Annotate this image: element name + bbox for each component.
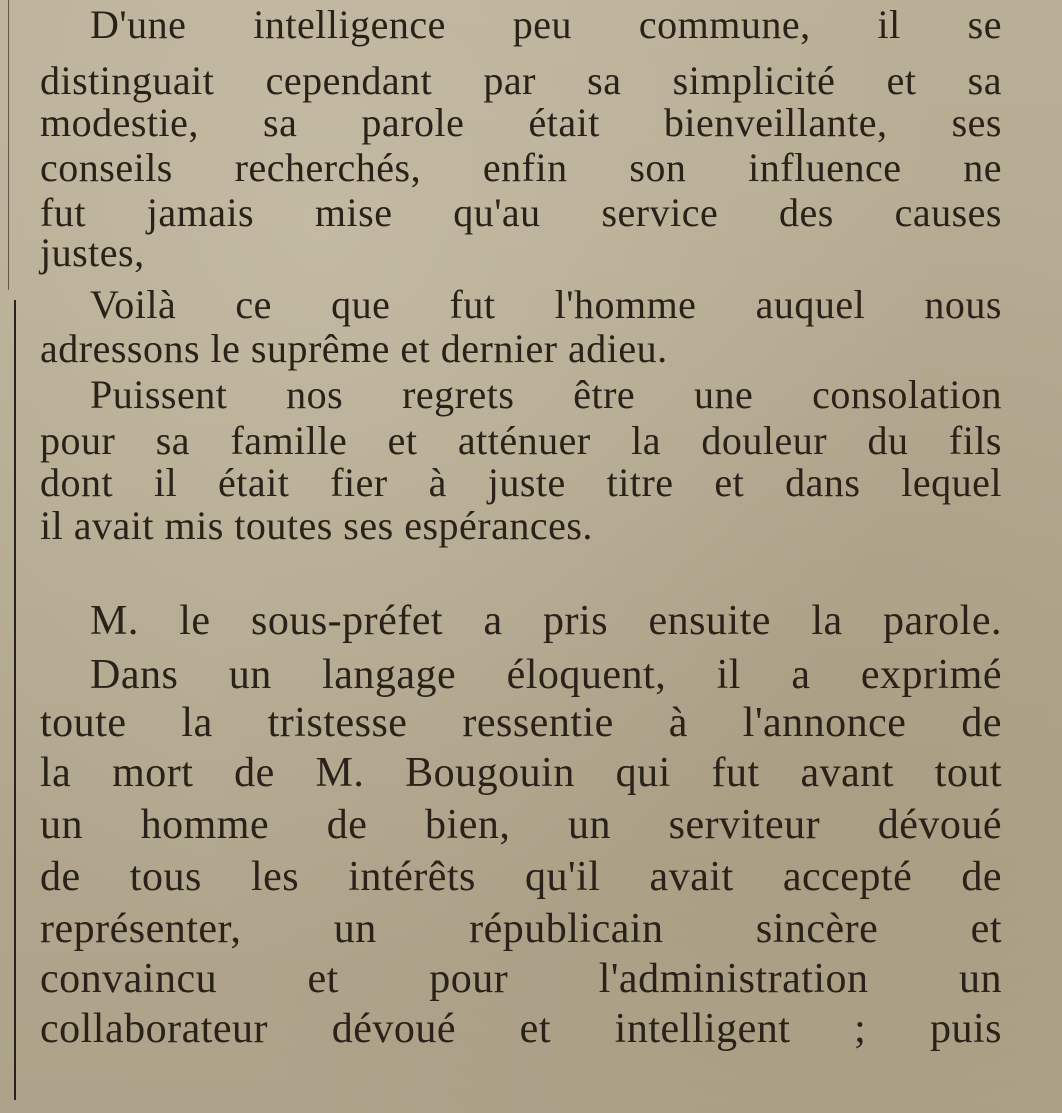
text-line: dont il était fier à juste titre et dans lequel — [40, 460, 1002, 505]
text-line: conseils recherchés, enfin son influence ne — [40, 145, 1002, 190]
text-line: toute la tristesse ressentie à l'annonce de — [40, 700, 1002, 746]
text-line: la mort de M. Bougouin qui fut avant tout — [40, 750, 1002, 796]
text-line: D'une intelligence peu commune, il se — [90, 2, 1002, 47]
text-line: pour sa famille et atténuer la douleur du fils — [40, 418, 1002, 463]
text-line: de tous les intérêts qu'il avait accepté de — [40, 854, 1002, 900]
text-line: Dans un langage éloquent, il a exprimé — [90, 652, 1002, 698]
text-line: collaborateur dévoué et intelligent ; puis — [40, 1006, 1002, 1052]
text-line: fut jamais mise qu'au service des causes — [40, 190, 1002, 235]
text-line: distinguait cependant par sa simplicité et sa — [40, 58, 1002, 103]
text-line: convaincu et pour l'administration un — [40, 956, 1002, 1002]
text-line: justes, — [40, 230, 145, 275]
text-line: adressons le suprême et dernier adieu. — [40, 326, 668, 371]
column-rule-upper — [8, 0, 9, 290]
text-line: Voilà ce que fut l'homme auquel nous — [90, 282, 1002, 327]
text-line: représenter, un républicain sincère et — [40, 906, 1002, 952]
text-line: M. le sous-préfet a pris ensuite la parole. — [90, 598, 1002, 644]
text-line: il avait mis toutes ses espérances. — [40, 503, 593, 548]
text-line: Puissent nos regrets être une consolation — [90, 372, 1002, 417]
text-line: modestie, sa parole était bienveillante, ses — [40, 100, 1002, 145]
text-line: un homme de bien, un serviteur dévoué — [40, 802, 1002, 848]
column-rule — [14, 300, 16, 1100]
